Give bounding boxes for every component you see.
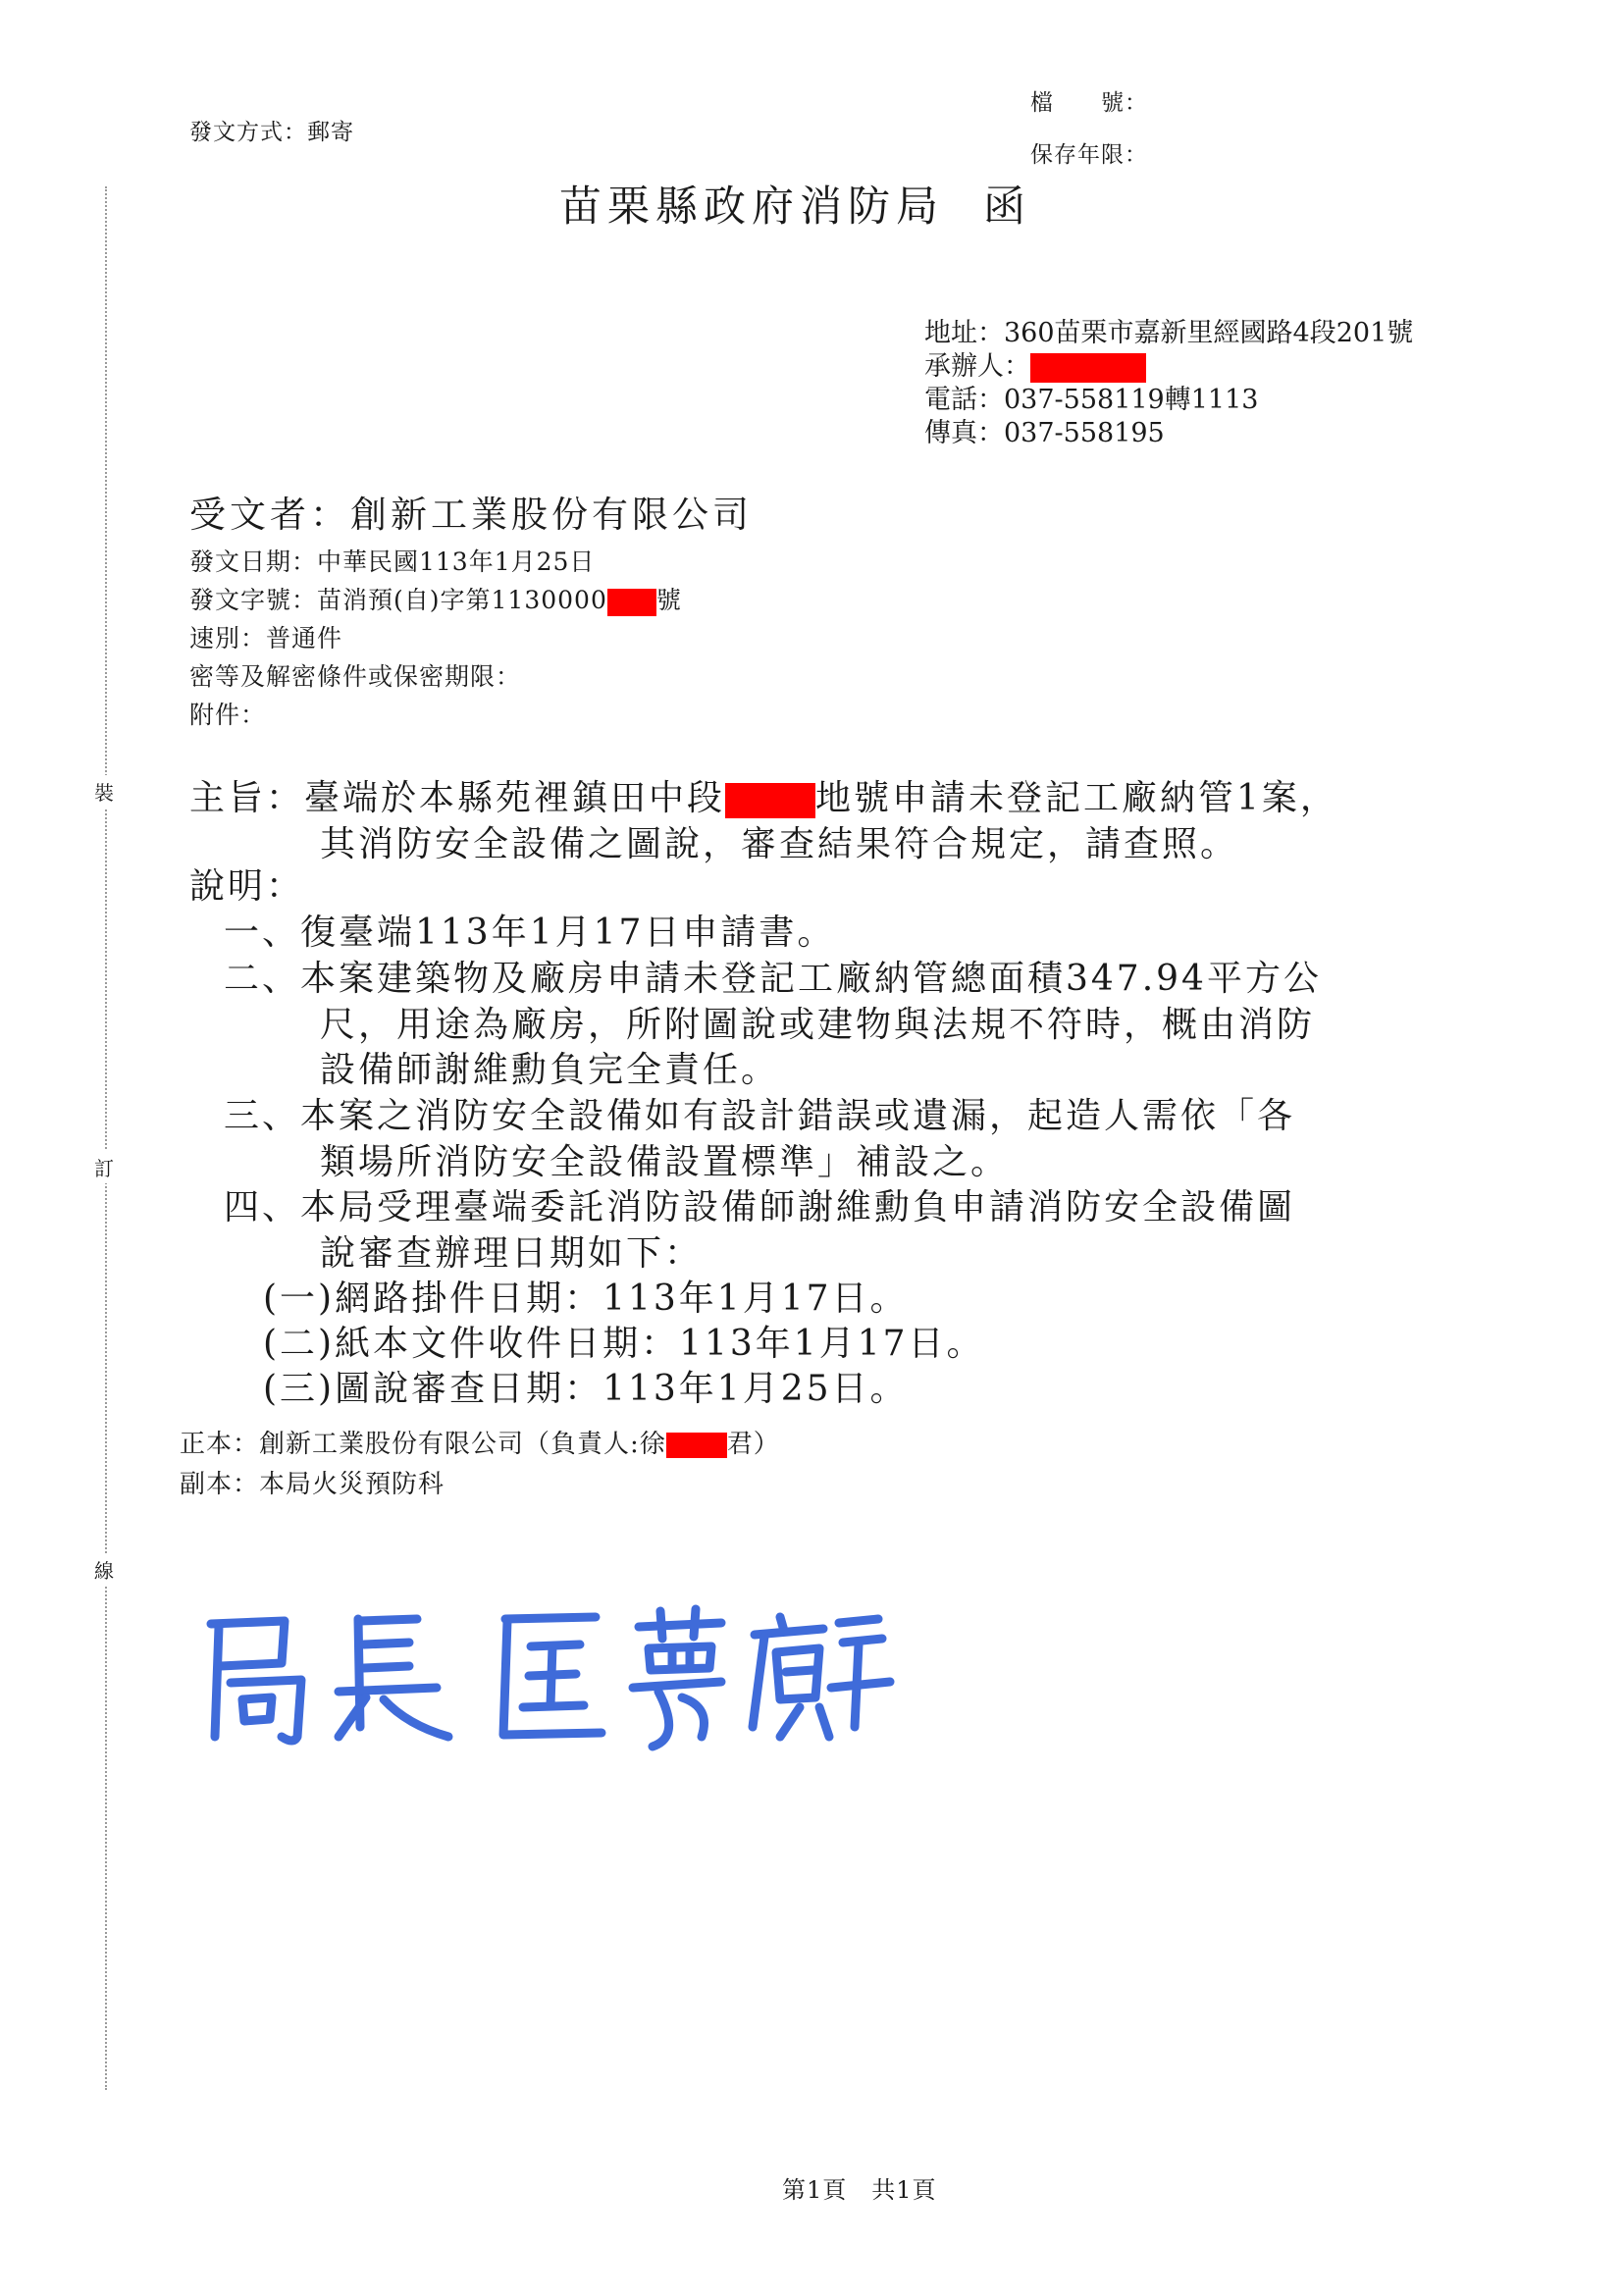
explanation-subitem-1: (一)網路掛件日期：113年1月17日。 xyxy=(263,1278,909,1319)
explanation-item-2-cont: 設備師謝維勳負完全責任。 xyxy=(320,1050,780,1090)
explanation-item-2: 二、本案建築物及廠房申請未登記工廠納管總面積347.94平方公 xyxy=(224,959,1322,999)
subject-prefix: 主旨：臺端於本縣苑裡鎮田中段 xyxy=(189,778,726,818)
explanation-item-3-cont: 類場所消防安全設備設置標準」補設之。 xyxy=(320,1142,1010,1182)
document-number-prefix: 發文字號：苗消預(自)字第1130000 xyxy=(189,586,607,614)
address: 地址：360苗栗市嘉新里經國路4段201號 xyxy=(924,318,1414,348)
recipient: 受文者：創新工業股份有限公司 xyxy=(189,494,753,536)
handler-redaction xyxy=(1030,353,1146,383)
explanation-item-1: 一、復臺端113年1月17日申請書。 xyxy=(224,913,836,953)
responsible-person-redaction xyxy=(666,1433,727,1458)
binding-margin-line xyxy=(105,186,107,2090)
document-number-redaction xyxy=(607,589,656,616)
explanation-item-3: 三、本案之消防安全設備如有設計錯誤或遺漏，起造人需依「各 xyxy=(224,1096,1296,1136)
agency-name: 苗栗縣政府消防局 xyxy=(559,183,944,232)
document-title xyxy=(559,174,1031,234)
explanation-label: 說明： xyxy=(189,866,305,907)
phone: 電話：037-558119轉1113 xyxy=(924,385,1259,415)
explanation-item-4-cont: 說審查辦理日期如下： xyxy=(320,1233,704,1274)
original-recipient-suffix: 君） xyxy=(726,1430,780,1459)
binding-mark-zhuang: 裝 xyxy=(94,775,114,808)
document-number xyxy=(189,581,682,619)
explanation-item-2-cont: 尺，用途為廠房，所附圖說或建物與法規不符時，概由消防 xyxy=(320,1005,1316,1045)
binding-mark-xian: 線 xyxy=(94,1553,114,1586)
file-number-label: 檔 號： xyxy=(1030,90,1148,116)
page-number: 第1頁 共1頁 xyxy=(782,2176,937,2204)
original-recipient-prefix: 正本：創新工業股份有限公司（負責人:徐 xyxy=(180,1430,666,1459)
subject-suffix: 地號申請未登記工廠納管1案， xyxy=(815,778,1338,818)
document-meta xyxy=(189,543,682,734)
document-type: 函 xyxy=(983,183,1031,232)
binding-mark-ding: 訂 xyxy=(94,1151,114,1183)
fax: 傳真：037-558195 xyxy=(924,418,1165,448)
delivery-speed: 速別：普通件 xyxy=(189,624,343,652)
handler-row xyxy=(924,350,1413,384)
explanation-item-4: 四、本局受理臺端委託消防設備師謝維勳負申請消防安全設備圖 xyxy=(224,1187,1296,1227)
subject-line-2: 其消防安全設備之圖說，審查結果符合規定，請查照。 xyxy=(320,824,1239,864)
director-signature xyxy=(191,1590,937,1756)
explanation-subitem-3: (三)圖說審查日期：113年1月25日。 xyxy=(263,1369,909,1409)
original-recipient xyxy=(180,1425,780,1465)
lot-number-redaction xyxy=(725,783,815,818)
copy-recipient: 副本：本局火災預防科 xyxy=(180,1470,445,1499)
contact-block xyxy=(924,317,1413,450)
attachments: 附件： xyxy=(189,701,267,729)
explanation-subitem-2: (二)紙本文件收件日期：113年1月17日。 xyxy=(263,1324,985,1364)
subject-line-1 xyxy=(189,770,1338,820)
secrecy-level: 密等及解密條件或保密期限： xyxy=(189,662,522,691)
document-number-suffix: 號 xyxy=(655,586,682,614)
issue-date: 發文日期：中華民國113年1月25日 xyxy=(189,548,596,576)
handler-label: 承辦人： xyxy=(924,351,1030,382)
retention-period-label: 保存年限： xyxy=(1030,142,1148,168)
distribution-list xyxy=(180,1425,780,1505)
send-method: 發文方式：郵寄 xyxy=(189,120,354,145)
